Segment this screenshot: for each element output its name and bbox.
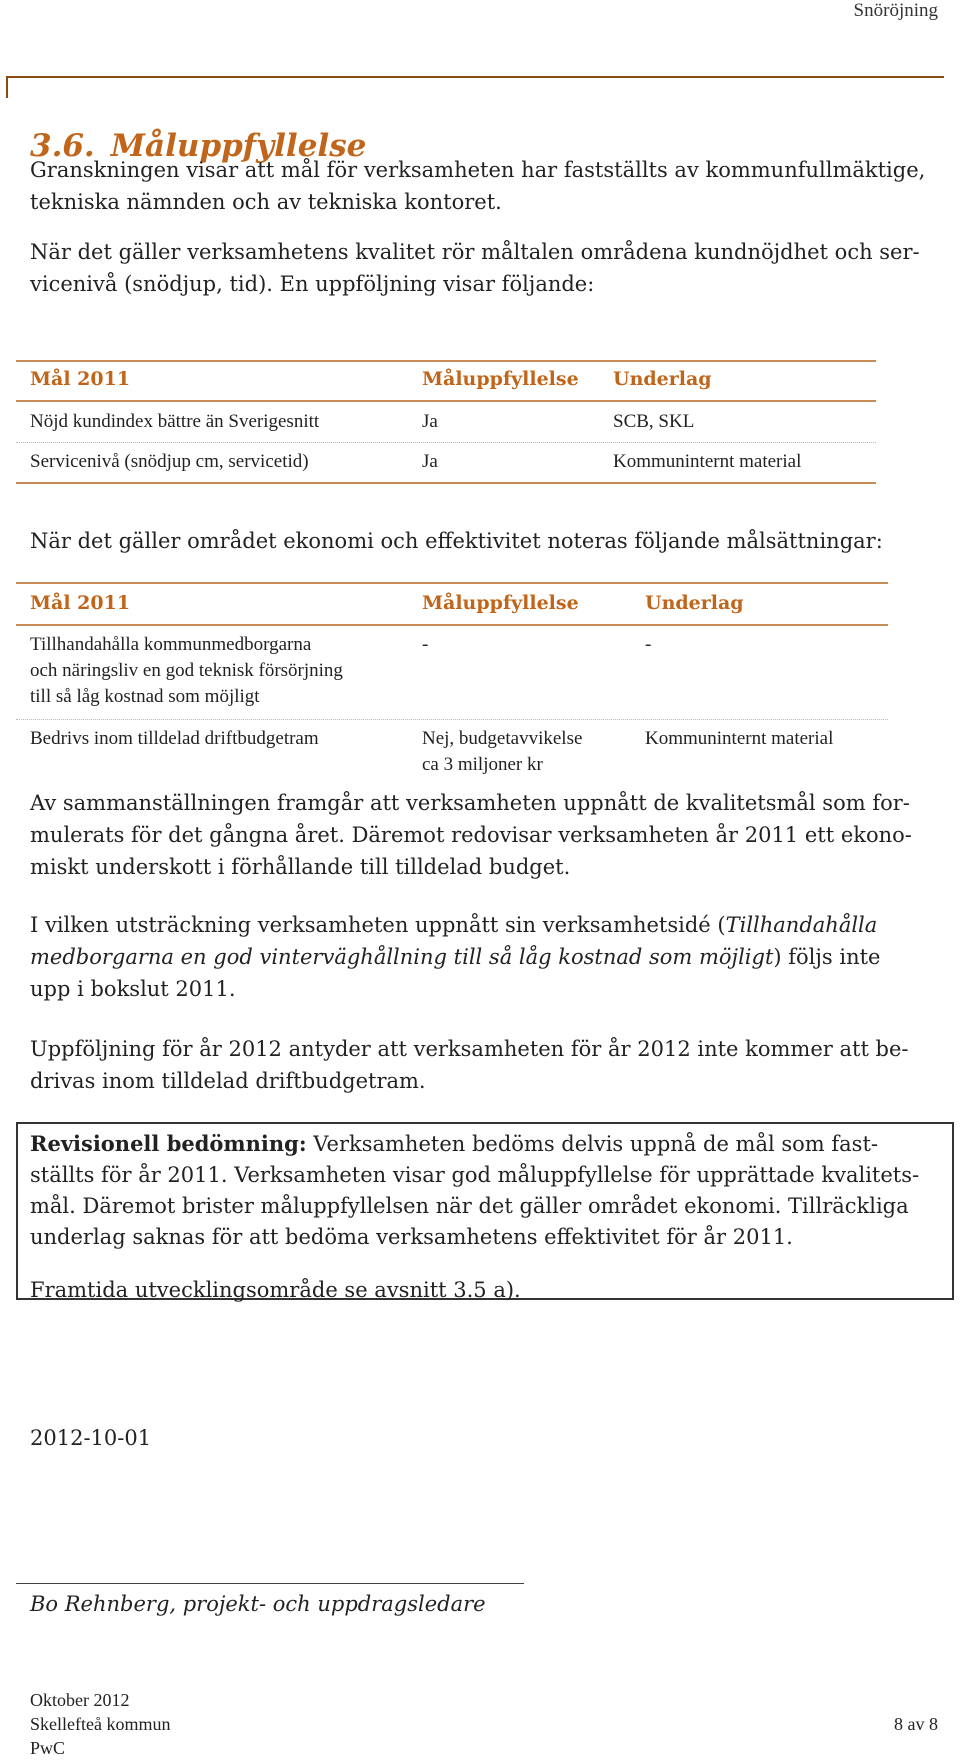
text-line: Av sammanställningen framgår att verksamheten uppnått de kvalitetsmål som for- bbox=[30, 791, 910, 815]
table1-header-fulfillment: Måluppfyllelse bbox=[422, 368, 579, 390]
paragraph-followup bbox=[30, 1033, 930, 1097]
page-number: 8 av 8 bbox=[894, 1714, 938, 1734]
table2-row1-basis: - bbox=[645, 634, 652, 655]
table2-row2-fulfillment bbox=[422, 726, 582, 778]
signature-line bbox=[16, 1583, 524, 1584]
table1-row-divider bbox=[16, 442, 876, 443]
document-date: 2012-10-01 bbox=[30, 1426, 152, 1450]
table1-header-basis: Underlag bbox=[613, 368, 712, 390]
text-line: upp i bokslut 2011. bbox=[30, 977, 236, 1001]
italic-span: medborgarna en god vinterväghållning till så låg kostnad som möjligt bbox=[30, 945, 774, 969]
footer-line: PwC bbox=[30, 1738, 66, 1758]
text-line: drivas inom tilldelad driftbudgetram. bbox=[30, 1069, 426, 1093]
assessment-label: Revisionell bedömning: bbox=[30, 1131, 307, 1156]
header-rule-corner bbox=[6, 76, 8, 98]
table-cell-line: Tillhandahålla kommunmedborgarna bbox=[30, 634, 312, 655]
text-line: När det gäller verksamhetens kvalitet rör måltalen områdena kundnöjdhet och ser- bbox=[30, 240, 920, 264]
text-line: mål. Däremot brister måluppfyllelsen när det gäller området ekonomi. Tillräckliga bbox=[30, 1194, 909, 1218]
table2-row1-fulfillment: - bbox=[422, 634, 429, 655]
footer-line: Skellefteå kommun bbox=[30, 1714, 171, 1734]
text-line: tekniska nämnden och av tekniska kontoret. bbox=[30, 190, 502, 214]
table1-row2-fulfillment: Ja bbox=[422, 451, 438, 472]
text-line: mulerats för det gångna året. Däremot redovisar verksamheten år 2011 ett ekono- bbox=[30, 823, 912, 847]
table2-header-fulfillment: Måluppfyllelse bbox=[422, 592, 579, 614]
table2-header-rule bbox=[16, 624, 888, 626]
table1-header-goal: Mål 2011 bbox=[30, 368, 131, 390]
text-line: miskt underskott i förhållande till tilldelad budget. bbox=[30, 855, 571, 879]
text-line: Uppföljning för år 2012 antyder att verksamheten för år 2012 inte kommer att be- bbox=[30, 1037, 909, 1061]
table-cell-line: ca 3 miljoner kr bbox=[422, 754, 543, 775]
table1-row2-goal: Servicenivå (snödjup cm, servicetid) bbox=[30, 451, 309, 472]
table-cell-line: och näringsliv en god teknisk försörjning bbox=[30, 660, 343, 681]
table-cell-line: Nej, budgetavvikelse bbox=[422, 728, 583, 749]
table2-row2-basis: Kommuninternt material bbox=[645, 728, 834, 749]
table-cell-line: till så låg kostnad som möjligt bbox=[30, 686, 260, 707]
table2-header-basis: Underlag bbox=[645, 592, 744, 614]
paragraph-mission bbox=[30, 909, 930, 1005]
table2-row-divider bbox=[16, 719, 888, 720]
paragraph-quality bbox=[30, 236, 930, 300]
footer-left bbox=[30, 1688, 170, 1760]
text-line bbox=[30, 941, 930, 973]
paragraph-intro bbox=[30, 154, 930, 218]
text-line: Granskningen visar att mål för verksamheten har fastställts av kommunfullmäktige, bbox=[30, 158, 926, 182]
text-line bbox=[30, 909, 930, 941]
header-rule bbox=[6, 76, 944, 78]
footer-line: Oktober 2012 bbox=[30, 1690, 130, 1710]
section-number: 3.6. bbox=[30, 128, 95, 164]
table2-top-rule bbox=[16, 582, 888, 584]
text-span: I vilken utsträckning verksamheten uppnått sin verksamhetsidé ( bbox=[30, 913, 726, 937]
table1-row1-fulfillment: Ja bbox=[422, 411, 438, 432]
assessment-text bbox=[30, 1128, 930, 1306]
table1-header-rule bbox=[16, 400, 876, 402]
assessment-future: Framtida utvecklingsområde se avsnitt 3.5 a). bbox=[30, 1278, 521, 1302]
table2-row1-goal bbox=[30, 632, 343, 710]
text-span: Verksamheten bedöms delvis uppnå de mål som fast- bbox=[306, 1132, 878, 1156]
paragraph-economy: När det gäller området ekonomi och effektivitet noteras följande målsättningar: bbox=[30, 529, 883, 553]
table1-row1-basis: SCB, SKL bbox=[613, 411, 695, 432]
table1-row2-basis: Kommuninternt material bbox=[613, 451, 802, 472]
signature: Bo Rehnberg, projekt- och uppdragsledare bbox=[30, 1592, 486, 1616]
table2-header-goal: Mål 2011 bbox=[30, 592, 131, 614]
document-title: Snöröjning bbox=[853, 0, 938, 21]
table2-row2-goal: Bedrivs inom tilldelad driftbudgetram bbox=[30, 728, 319, 749]
table1-bottom-rule bbox=[16, 482, 876, 484]
text-span: ) följs inte bbox=[773, 945, 881, 969]
text-line: underlag saknas för att bedöma verksamhetens effektivitet för år 2011. bbox=[30, 1225, 793, 1249]
text-line: ställts för år 2011. Verksamheten visar god måluppfyllelse för upprättade kvalitets- bbox=[30, 1163, 920, 1187]
paragraph-summary bbox=[30, 787, 930, 883]
table1-row1-goal: Nöjd kundindex bättre än Sverigesnitt bbox=[30, 411, 320, 432]
table1-top-rule bbox=[16, 360, 876, 362]
text-line bbox=[30, 1128, 930, 1160]
text-line: vicenivå (snödjup, tid). En uppföljning visar följande: bbox=[30, 272, 595, 296]
italic-span: Tillhandahålla bbox=[725, 913, 878, 937]
section-title: Måluppfyllelse bbox=[110, 128, 367, 164]
